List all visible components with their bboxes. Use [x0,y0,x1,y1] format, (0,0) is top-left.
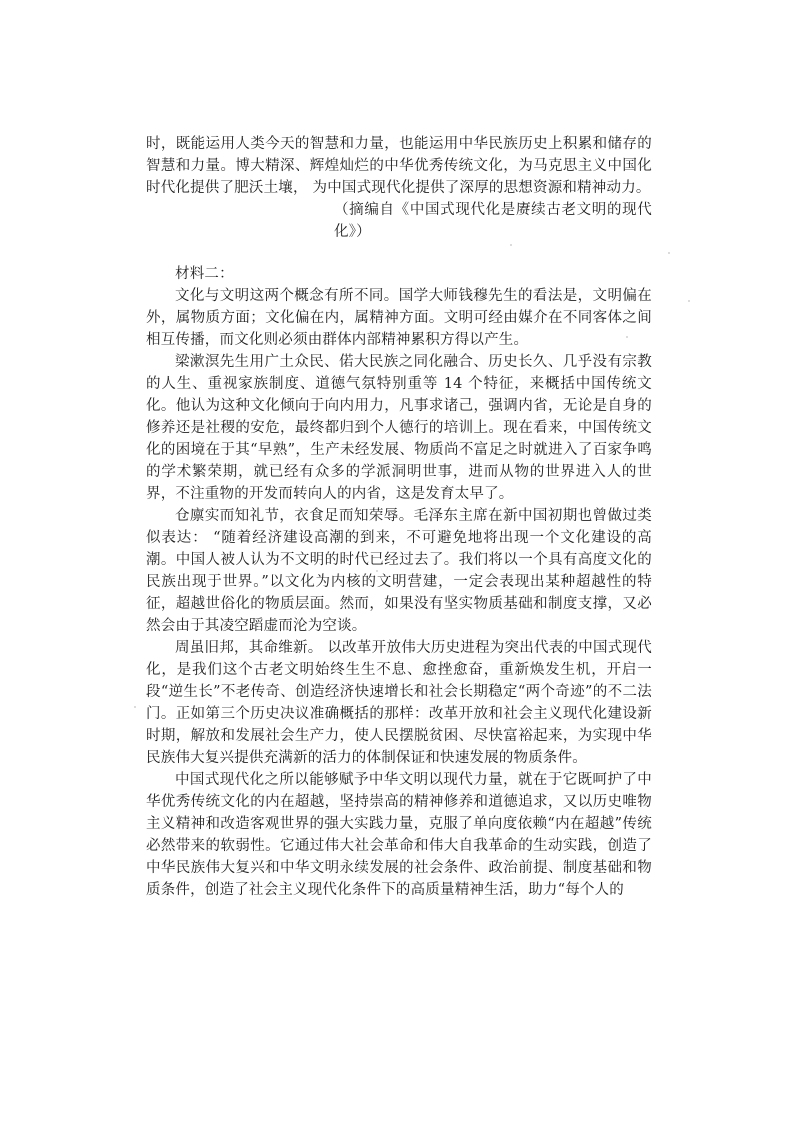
body-paragraph: 中国式现代化之所以能够赋予中华文明以现代力量，就在于它既呵护了中华优秀传统文化的内在超越，坚持崇高的精神修养和道德追求，又以历史唯物主义精神和改造客观世界的强大实践力量，克服了单向度依赖“内在超越”传统必然带来的软弱性。它通过伟大社会革命和伟大自我革命的生动实践，创造了中华民族伟大复兴和中华文明永续发展的社会条件、政治前提、制度基础和物质条件，创造了社会主义现代化条件下的高质量精神生活，助力“每个人的 [146,772,652,898]
document-body [146,133,652,901]
scan-speck [376,570,378,572]
scan-speck [452,594,454,596]
body-paragraph: 周虽旧邦，其命维新。 以改革开放伟大历史进程为突出代表的中国式现代化，是我们这个古老文明始终生生不息、愈挫愈奋，重新焕发生机，开启一段“逆生长”不老传奇、创造经济快速增长和社会长期稳定“两个奇迹”的不二法门。正如第三个历史决议准确概括的那样：改革开放和社会主义现代化建设新时期，解放和发展社会生产力，使人民摆脱贫困、尽快富裕起来，为实现中华民族伟大复兴提供充满新的活力的体制保证和快速发展的物质条件。 [146,640,652,766]
scan-speck [134,706,136,708]
body-paragraph: 文化与文明这两个概念有所不同。国学大师钱穆先生的看法是，文明偏在外，属物质方面；文化偏在内，属精神方面。文明可经由媒介在不同客体之间相互传播，而文化则必须由群体内部精神累积方得以产生。 [146,288,652,348]
body-paragraph: 梁漱溟先生用广土众民、偌大民族之同化融合、历史长久、几乎没有宗教的人生、重视家族制度、道德气氛特别重等 14 个特征，来概括中国传统文化。他认为这种文化倾向于向内用力，凡事求诸己，强调内省，无论是自身的修养还是社稷的安危，最终都归到个人德行的培训上。现在看来，中国传统文化的困境在于其“早熟”，生产未经发展、物质尚不富足之时就进入了百家争鸣的学术繁荣期，就已经有众多的学派洞明世事，进而从物的世界进入人的世界，不注重物的开发而转向人的内省，这是发育太早了。 [146,354,652,502]
scan-speck [668,252,670,254]
scan-speck [484,820,486,822]
scan-speck [626,336,628,338]
scan-speck [510,244,512,246]
material-title: 材料二： [175,266,234,282]
source-citation: （摘编自《中国式现代化是赓续古老文明的现代化》） [334,202,652,240]
intro-paragraph: 时，既能运用人类今天的智慧和力量，也能运用中华民族历史上积累和储存的智慧和力量。博大精深、辉煌灿烂的中华优秀传统文化，为马克思主义中国化时代化提供了肥沃土壤， 为中国式现代化提供了深厚的思想资源和精神动力。 [146,136,652,196]
scan-speck [688,300,690,302]
body-paragraph: 仓廪实而知礼节，衣食足而知荣辱。毛泽东主席在新中国初期也曾做过类似表达： “随着经济建设高潮的到来，不可避免地将出现一个文化建设的高潮。中国人被人认为不文明的时代已经过去了。我们将以一个具有高度文化的民族出现于世界。”以文化为内核的文明营建，一定会表现出某种超越性的特征，超越世俗化的物质层面。然而，如果没有坚实物质基础和制度支撑，又必然会由于其凌空蹈虚而沦为空谈。 [146,508,652,634]
